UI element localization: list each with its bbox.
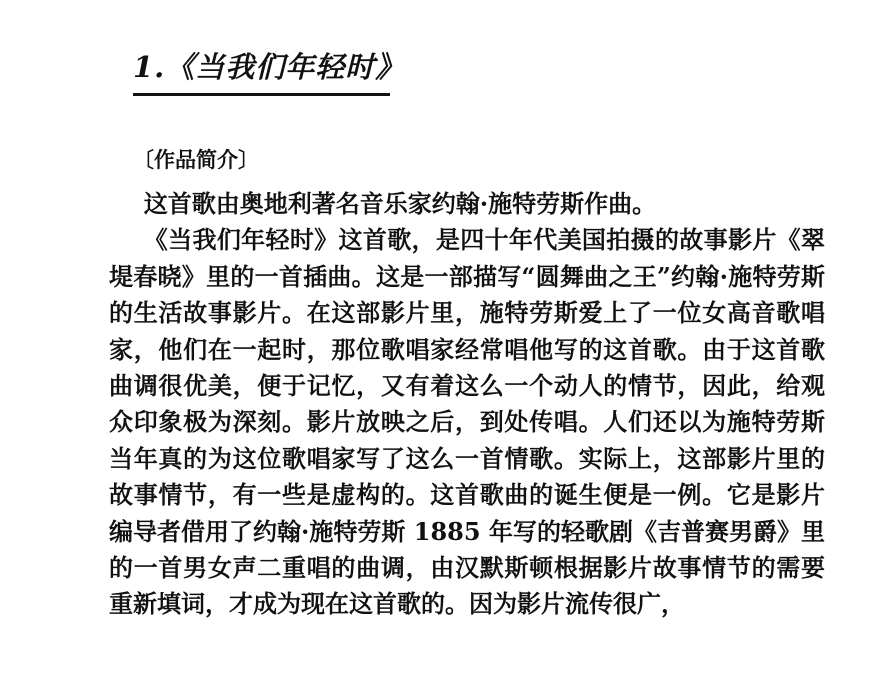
paragraph-main: 《当我们年轻时》这首歌，是四十年代美国拍摄的故事影片《翠堤春晓》里的一首插曲。这是一部描写“圆舞曲之王”约翰·施特劳斯的生活故事影片。在这部影片里，施特劳斯爱上了一位女高音歌唱家，他们在一起时，那位歌唱家经常唱他写的这首歌。由于这首歌曲调很优美，便于记忆，又有着这么一个动人的情节，因此，给观众印象极为深刻。影片放映之后，到处传唱。人们还以为施特劳斯当年真的为这位歌唱家写了这么一首情歌。实际上，这部影片里的故事情节，有一些是虚构的。这首歌曲的诞生便是一例。它是影片编导者借用了约翰·施特劳斯 1885 年写的轻歌剧《吉普赛男爵》里的一首男女声二重唱的曲调，由汉默斯顿根据影片故事情节的需要重新填词，才成为现在这首歌的。因为影片流传很广，: [109, 225, 825, 619]
section-title: 1.《当我们年轻时》: [133, 50, 406, 84]
body-text: [109, 186, 825, 623]
title-underline: [133, 93, 390, 96]
paragraph-intro: 这首歌由奥地利著名音乐家约翰·施特劳斯作曲。: [143, 189, 657, 218]
section-subheading: 〔作品简介〕: [133, 147, 259, 172]
